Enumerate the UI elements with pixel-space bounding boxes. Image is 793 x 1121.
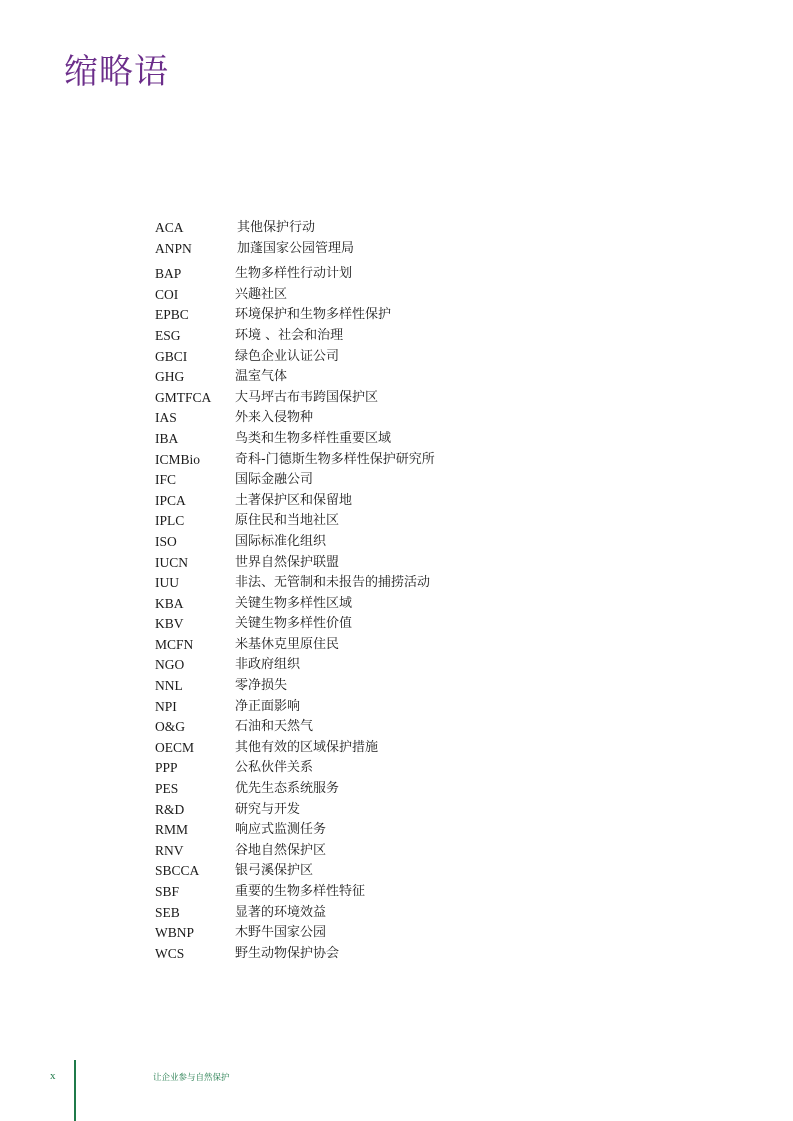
abbreviation-term: SEB (155, 904, 180, 920)
abbreviation-definition: 国际标准化组织 (235, 533, 327, 549)
abbreviation-term: SBF (155, 884, 180, 899)
abbreviation-definition: 净正面影响 (235, 698, 301, 714)
abbreviation-term: NGO (155, 657, 185, 673)
abbreviation-definition: 世界自然保护联盟 (235, 554, 340, 570)
abbreviation-row (155, 450, 615, 471)
abbreviation-term: ANPN (155, 240, 192, 256)
abbreviation-row (155, 573, 615, 594)
abbreviation-row (155, 532, 615, 553)
abbreviation-term: GBCI (155, 348, 188, 364)
abbreviation-term: IUU (155, 575, 179, 591)
abbreviation-term: KBA (155, 595, 184, 611)
abbreviation-term: ESG (155, 327, 181, 343)
abbreviation-term: WCS (155, 945, 185, 961)
abbreviation-row (155, 326, 615, 347)
abbreviation-term: ICMBio (155, 451, 201, 467)
abbreviation-row (155, 491, 615, 512)
abbreviation-row (155, 655, 615, 676)
abbreviation-row (155, 218, 615, 239)
abbreviation-term: NNL (155, 678, 183, 694)
abbreviation-row (155, 882, 615, 903)
abbreviation-row (155, 429, 615, 450)
abbreviation-definition: 奇科-门德斯生物多样性保护研究所 (235, 451, 435, 467)
abbreviation-row (155, 347, 615, 368)
abbreviation-term: IPCA (155, 492, 186, 508)
abbreviation-term: PES (155, 781, 179, 797)
abbreviation-row (155, 758, 615, 779)
abbreviation-row (155, 676, 615, 697)
abbreviation-term: RNV (155, 842, 184, 858)
abbreviation-definition: 显著的环境效益 (235, 904, 327, 920)
abbreviation-row (155, 923, 615, 944)
abbreviation-definition: 国际金融公司 (235, 472, 314, 488)
abbreviation-definition: 野生动物保护协会 (235, 945, 340, 961)
abbreviation-definition: 银弓溪保护区 (235, 863, 314, 879)
abbreviation-definition: 兴趣社区 (235, 286, 288, 302)
abbreviation-definition: 生物多样性行动计划 (235, 266, 353, 282)
abbreviation-term: KBV (155, 616, 184, 632)
abbreviation-row (155, 779, 615, 800)
abbreviation-definition: 原住民和当地社区 (235, 513, 340, 529)
abbreviation-definition: 绿色企业认证公司 (235, 348, 340, 364)
abbreviation-term: GHG (155, 369, 185, 385)
abbreviation-row (155, 738, 615, 759)
abbreviation-term: IPLC (155, 513, 185, 529)
abbreviation-row (155, 470, 615, 491)
abbreviation-definition: 公私伙伴关系 (235, 760, 314, 776)
abbreviation-term: PPP (155, 760, 178, 776)
abbreviation-term: BAP (155, 266, 182, 282)
page-title: 缩略语 (64, 52, 169, 92)
abbreviation-definition: 关键生物多样性价值 (235, 616, 353, 632)
abbreviation-row (155, 594, 615, 615)
abbreviation-definition: 木野牛国家公园 (235, 925, 327, 941)
abbreviation-term: IBA (155, 430, 179, 446)
abbreviation-term: WBNP (155, 925, 195, 941)
abbreviation-definition: 石油和天然气 (235, 719, 314, 735)
abbreviation-row (155, 841, 615, 862)
abbreviation-term: NPI (155, 698, 177, 714)
abbreviation-definition: 土著保护区和保留地 (235, 492, 353, 508)
abbreviation-term: IFC (155, 472, 177, 488)
abbreviation-row (155, 820, 615, 841)
abbreviation-definition: 重要的生物多样性特征 (235, 884, 366, 899)
abbreviation-row (155, 800, 615, 821)
abbreviation-definition: 关键生物多样性区域 (235, 595, 353, 611)
abbreviation-row (155, 511, 615, 532)
abbreviation-row (155, 697, 615, 718)
footer-divider (74, 1060, 76, 1121)
abbreviation-row (155, 408, 615, 429)
abbreviation-term: GMTFCA (155, 389, 212, 405)
abbreviation-row (155, 388, 615, 409)
abbreviation-row (155, 367, 615, 388)
abbreviation-definition: 非法、无管制和未报告的捕捞活动 (235, 575, 431, 591)
abbreviation-term: ACA (155, 220, 184, 235)
abbreviation-definition: 鸟类和生物多样性重要区域 (235, 430, 392, 446)
abbreviation-row (155, 285, 615, 306)
abbreviation-term: RMM (155, 822, 189, 838)
abbreviation-definition: 米基休克里原住民 (235, 636, 340, 652)
abbreviation-term: COI (155, 286, 179, 302)
abbreviation-term: R&D (155, 801, 185, 817)
abbreviation-definition: 零净损失 (235, 678, 288, 694)
abbreviation-definition: 大马坪古布韦跨国保护区 (235, 389, 379, 405)
abbreviation-row (155, 903, 615, 924)
abbreviation-term: SBCCA (155, 863, 200, 879)
abbreviation-definition: 加蓬国家公园管理局 (237, 240, 355, 256)
abbreviation-definition: 其他有效的区域保护措施 (235, 739, 379, 755)
abbreviation-list (155, 218, 615, 964)
abbreviation-term: ISO (155, 533, 177, 549)
abbreviation-term: IAS (155, 410, 177, 426)
abbreviation-row (155, 264, 615, 285)
footer-title: 让企业参与自然保护 (153, 1073, 230, 1083)
abbreviation-term: MCFN (155, 636, 194, 652)
abbreviation-term: O&G (155, 719, 185, 735)
abbreviation-row (155, 614, 615, 635)
abbreviation-definition: 响应式监测任务 (235, 822, 327, 838)
abbreviation-row (155, 635, 615, 656)
abbreviation-term: EPBC (155, 307, 189, 323)
abbreviation-row (155, 944, 615, 965)
abbreviation-row (155, 717, 615, 738)
abbreviation-row (155, 553, 615, 574)
abbreviation-definition: 外来入侵物种 (235, 410, 314, 426)
abbreviation-definition: 环境保护和生物多样性保护 (235, 307, 392, 323)
abbreviation-definition: 优先生态系统服务 (235, 781, 340, 797)
abbreviation-definition: 非政府组织 (235, 657, 301, 673)
abbreviation-term: IUCN (155, 554, 188, 570)
abbreviation-definition: 谷地自然保护区 (235, 842, 327, 858)
abbreviation-row (155, 239, 615, 260)
abbreviation-row (155, 305, 615, 326)
abbreviation-definition: 环境 、社会和治理 (235, 327, 344, 343)
abbreviation-definition: 研究与开发 (235, 801, 301, 817)
abbreviation-definition: 温室气体 (235, 369, 288, 385)
abbreviation-definition: 其他保护行动 (237, 220, 316, 235)
abbreviation-term: OECM (155, 739, 195, 755)
page-number: x (50, 1070, 56, 1082)
abbreviation-row (155, 861, 615, 882)
